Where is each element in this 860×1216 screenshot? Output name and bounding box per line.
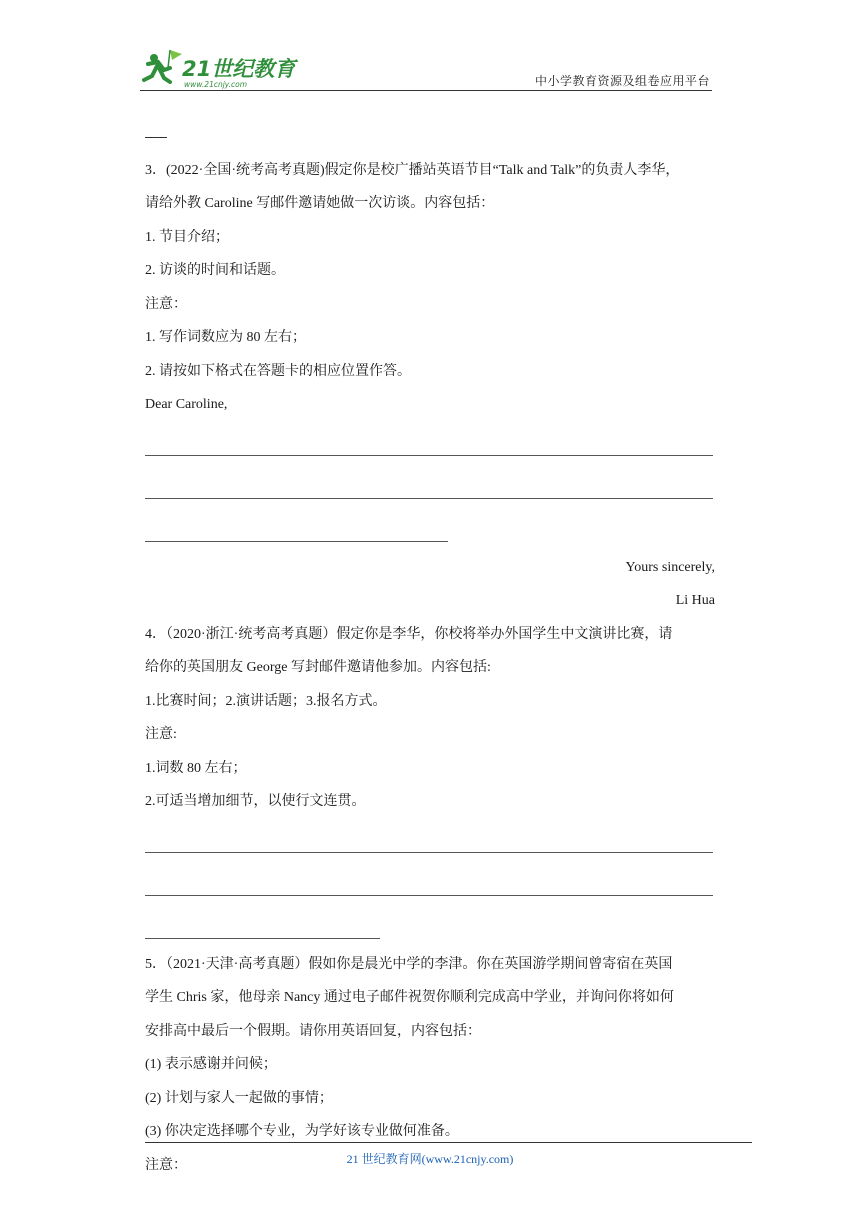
header-divider [140,90,712,91]
q3-item-2: 2. 访谈的时间和话题。 [145,263,285,278]
document-body [145,120,715,1182]
footer-link[interactable]: 21 世纪教育网(www.21cnjy.com) [346,1152,514,1166]
q3-closing: Yours sincerely, [625,559,715,575]
q3-answer-line-3[interactable] [145,517,715,551]
q5-note-label: 注意： [145,1157,187,1173]
q5-prompt-line3: 安排高中最后一个假期。请你用英语回复，内容包括： [145,1023,481,1039]
q3-prompt-line1: 3．(2022·全国·统考高考真题)假定你是校广播站英语节目“Talk and Talk”的负责人李华， [145,162,680,178]
q4-answer-line-2[interactable] [145,871,715,905]
q3-answer-line-1[interactable] [145,431,715,465]
q3-answer-line-2[interactable] [145,474,715,508]
page-header [140,46,712,90]
q3-prompt-line2: 请给外教 Caroline 写邮件邀请她做一次访谈。内容包括： [145,196,495,211]
q4-note-label: 注意: [145,727,177,742]
q5-prompt-line1: 5．（2021·天津·高考真题）假如你是晨光中学的李津。你在英国游学期间曾寄宿在英国 [145,956,673,972]
q3-signature: Li Hua [675,593,715,608]
q5-prompt-line2: 学生 Chris 家，他母亲 Nancy 通过电子邮件祝贺你顺利完成高中学业，并询问你将如何 [145,990,674,1005]
q3-note-label: 注意： [145,296,187,312]
question-3 [145,154,715,618]
q4-answer-line-1[interactable] [145,828,715,862]
question-4 [145,618,715,948]
svg-text:www.21cnjy.com: www.21cnjy.com [184,80,248,89]
q4-answer-line-3[interactable] [145,914,715,948]
q4-note-2: 2.可适当增加细节，以使行文连贯。 [145,794,366,809]
q4-note-1: 1.词数 80 左右； [145,760,247,776]
svg-text:21世纪教育: 21世纪教育 [182,57,296,81]
q4-prompt-line1: 4．（2020·浙江·统考高考真题）假定你是李华，你校将举办外国学生中文演讲比赛，请 [145,626,673,642]
runner-logo-icon [140,46,310,90]
q4-items: 1.比赛时间；2.演讲话题；3.报名方式。 [145,693,387,709]
leftover-answer-blank [145,120,715,154]
question-5 [145,948,715,1183]
q3-note-1: 1. 写作词数应为 80 左右； [145,330,306,345]
q3-item-1: 1. 节目介绍； [145,229,229,245]
footer-divider [145,1142,752,1143]
header-tagline: 中小学教育资源及组卷应用平台 [534,74,710,88]
q3-note-2: 2. 请按如下格式在答题卡的相应位置作答。 [145,363,411,379]
q3-greeting: Dear Caroline, [145,397,228,412]
site-logo [140,46,310,90]
q5-item-2: (2) 计划与家人一起做的事情； [145,1090,333,1106]
q5-item-1: (1) 表示感谢并问候； [145,1057,277,1072]
q5-item-3: (3) 你决定选择哪个专业，为学好该专业做何准备。 [145,1124,459,1139]
q4-prompt-line2: 给你的英国朋友 George 写封邮件邀请他参加。内容包括: [145,660,491,675]
